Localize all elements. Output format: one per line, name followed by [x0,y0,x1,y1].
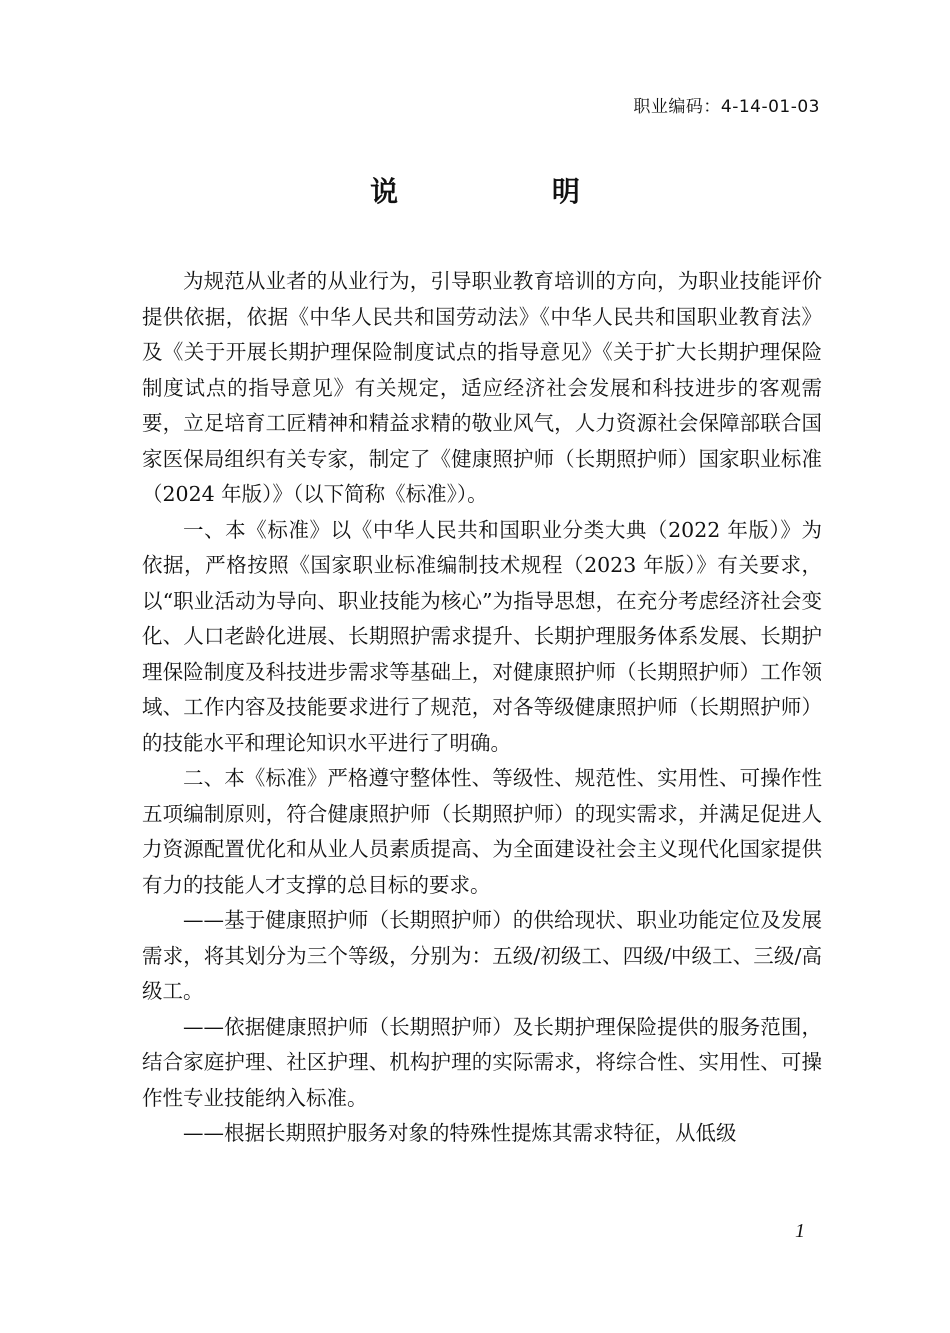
page-title: 说 明 [370,175,652,208]
paragraph-dash-1: ——基于健康照护师（长期照护师）的供给现状、职业功能定位及发展需求，将其划分为三个等级，分别为：五级/初级工、四级/中级工、三级/高级工。 [142,908,822,1003]
page-number: 1 [795,1220,805,1242]
paragraph-intro: 为规范从业者的从业行为，引导职业教育培训的方向，为职业技能评价提供依据，依据《中华人民共和国劳动法》《中华人民共和国职业教育法》及《关于开展长期护理保险制度试点的指导意见》《关于扩大长期护理保险制度试点的指导意见》有关规定，适应经济社会发展和科技进步的客观需要，立足培育工匠精神和精益求精的敬业风气，人力资源社会保障部联合国家医保局组织有关专家，制定了《健康照护师（长期照护师）国家职业标准（2024 年版）》（以下简称《标准》）。 [142,269,822,506]
paragraph-dash-2: ——依据健康照护师（长期照护师）及长期护理保险提供的服务范围，结合家庭护理、社区护理、机构护理的实际需求，将综合性、实用性、可操作性专业技能纳入标准。 [142,1014,822,1110]
paragraph-section-1: 一、本《标准》以《中华人民共和国职业分类大典（2022 年版）》为依据，严格按照《国家职业标准编制技术规程（2023 年版）》有关要求，以“职业活动为导向、职业技能为核心”为指导思想，在充分考虑经济社会变化、人口老龄化进展、长期照护需求提升、长期护理服务体系发展、长期护理保险制度及科技进步需求等基础上，对健康照护师（长期照护师）工作领域、工作内容及技能要求进行了规范，对各等级健康照护师（长期照护师）的技能水平和理论知识水平进行了明确。 [142,517,822,755]
body-text [142,264,822,1152]
occupation-code: 职业编码：4-14-01-03 [633,97,820,117]
paragraph-dash-3: ——根据长期照护服务对象的特殊性提炼其需求特征，从低级 [183,1121,737,1145]
paragraph-section-2: 二、本《标准》严格遵守整体性、等级性、规范性、实用性、可操作性五项编制原则，符合健康照护师（长期照护师）的现实需求，并满足促进人力资源配置优化和从业人员素质提高、为全面建设社会主义现代化国家提供有力的技能人才支撑的总目标的要求。 [142,766,822,897]
